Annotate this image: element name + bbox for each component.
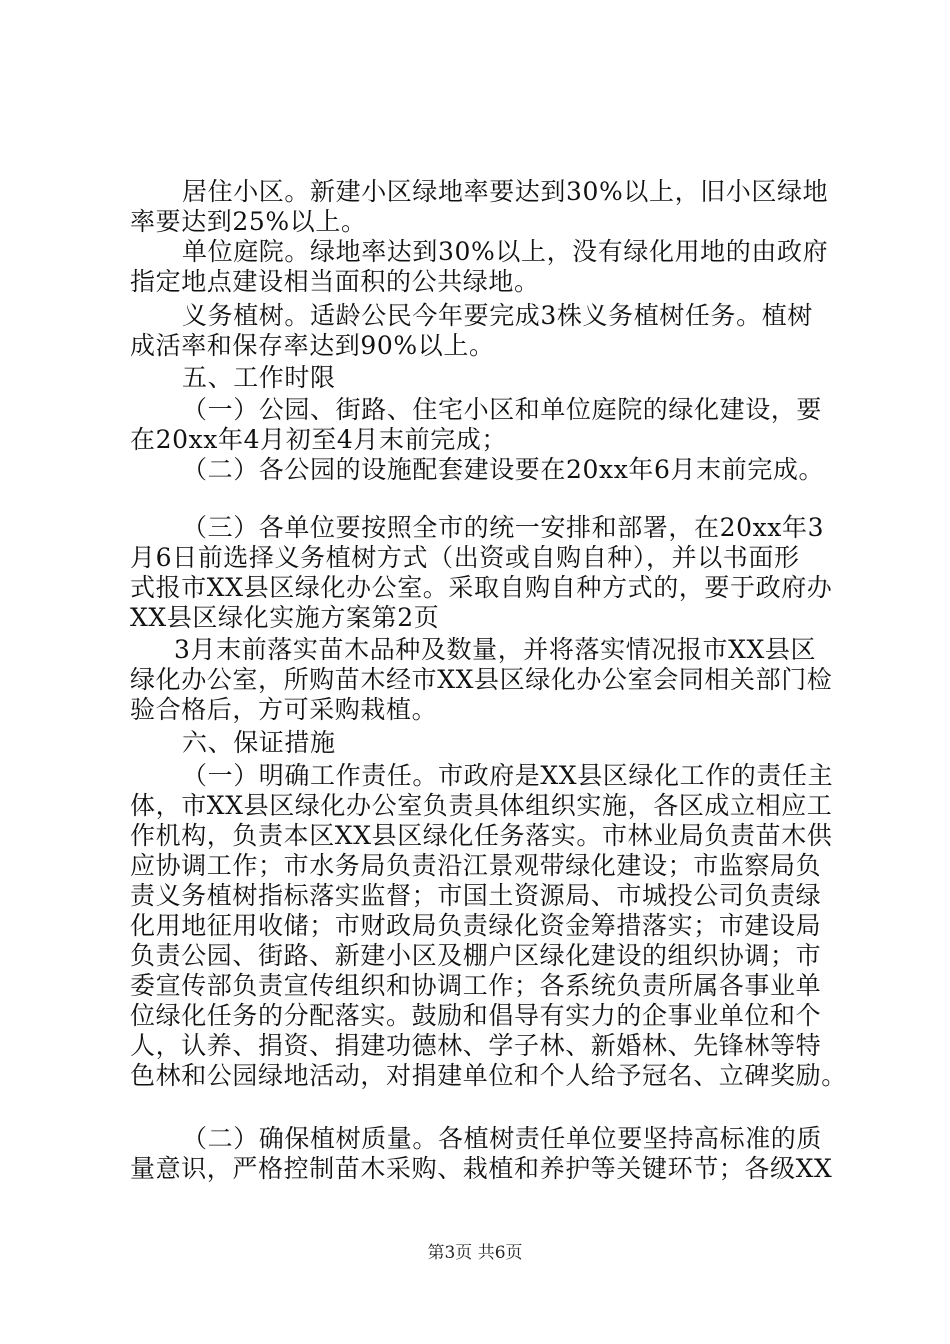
text-line: 指定地点建设相当面积的公共绿地。 bbox=[130, 267, 540, 296]
text-line: 绿化办公室，所购苗木经市XX县区绿化办公室会同相关部门检 bbox=[130, 665, 833, 694]
text-line: 负责公园、街路、新建小区及棚户区绿化建设的组织协调；市 bbox=[130, 941, 822, 970]
text-line: 作机构，负责本区XX县区绿化任务落实。市林业局负责苗木供 bbox=[130, 821, 833, 850]
text-line: 委宣传部负责宣传组织和协调工作；各系统负责所属各事业单 bbox=[130, 971, 822, 1000]
text-line: 3月末前落实苗木品种及数量，并将落实情况报市XX县区 bbox=[174, 635, 817, 664]
text-line: （二）各公园的设施配套建设要在20xx年6月末前完成。 bbox=[182, 455, 825, 484]
text-line: 单位庭院。绿地率达到30%以上，没有绿化用地的由政府 bbox=[182, 237, 829, 266]
text-line: 应协调工作；市水务局负责沿江景观带绿化建设；市监察局负 bbox=[130, 851, 822, 880]
text-line: 义务植树。适龄公民今年要完成3株义务植树任务。植树 bbox=[182, 301, 813, 330]
text-line: 量意识，严格控制苗木采购、栽植和养护等关键环节；各级XX bbox=[130, 1154, 833, 1183]
section-heading: 六、保证措施 bbox=[182, 728, 336, 757]
page-footer: 第3页 共6页 bbox=[427, 1243, 523, 1263]
text-line: XX县区绿化实施方案第2页 bbox=[130, 603, 440, 632]
text-line: 成活率和保存率达到90%以上。 bbox=[130, 331, 495, 360]
text-line: 色林和公园绿地活动，对捐建单位和个人给予冠名、立碑奖励。 bbox=[130, 1061, 847, 1090]
text-line: 月6日前选择义务植树方式（出资或自购自种），并以书面形 bbox=[130, 543, 800, 572]
text-line: 体，市XX县区绿化办公室负责具体组织实施，各区成立相应工 bbox=[130, 791, 833, 820]
text-line: 化用地征用收储；市财政局负责绿化资金筹措落实；市建设局 bbox=[130, 911, 822, 940]
text-line: （三）各单位要按照全市的统一安排和部署，在20xx年3 bbox=[182, 513, 825, 542]
text-line: 验合格后，方可采购栽植。 bbox=[130, 695, 438, 724]
text-line: （二）确保植树质量。各植树责任单位要坚持高标准的质 bbox=[182, 1124, 823, 1153]
text-line: 人，认养、捐资、捐建功德林、学子林、新婚林、先锋林等特 bbox=[130, 1031, 822, 1060]
text-line: 位绿化任务的分配落实。鼓励和倡导有实力的企事业单位和个 bbox=[130, 1001, 822, 1030]
text-line: 率要达到25%以上。 bbox=[130, 207, 367, 236]
text-line: 居住小区。新建小区绿地率要达到30%以上，旧小区绿地 bbox=[182, 177, 829, 206]
text-line: （一）明确工作责任。市政府是XX县区绿化工作的责任主 bbox=[182, 761, 834, 790]
text-line: 责义务植树指标落实监督；市国土资源局、市城投公司负责绿 bbox=[130, 881, 822, 910]
text-line: 式报市XX县区绿化办公室。采取自购自种方式的，要于政府办 bbox=[130, 573, 833, 602]
section-heading: 五、工作时限 bbox=[182, 363, 336, 392]
text-line: （一）公园、街路、住宅小区和单位庭院的绿化建设，要 bbox=[182, 395, 823, 424]
text-line: 在20xx年4月初至4月末前完成； bbox=[130, 425, 508, 454]
